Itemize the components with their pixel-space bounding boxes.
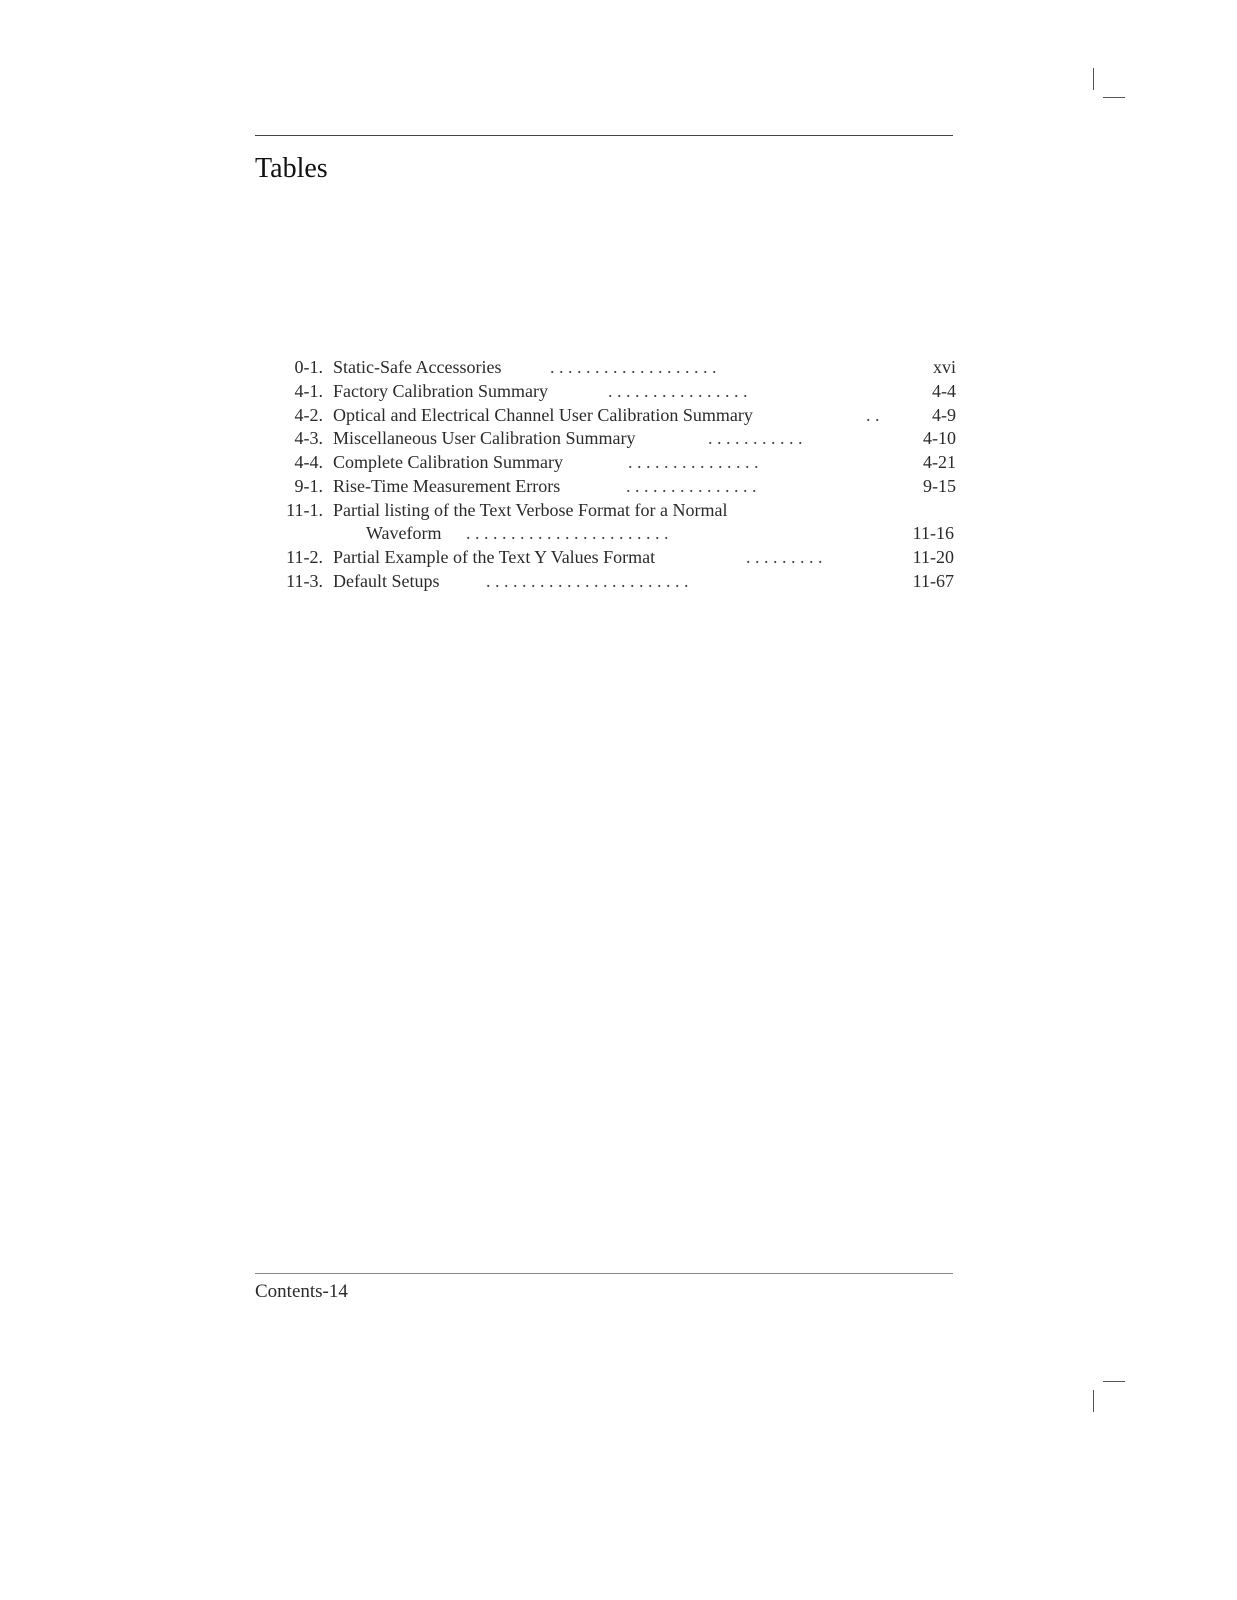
entry-title: Rise-Time Measurement Errors xyxy=(333,475,561,496)
entry-title: Partial Example of the Text Y Values Format xyxy=(333,547,656,567)
entry-number: 11-1. xyxy=(286,499,323,520)
entry-title-continuation: Waveform xyxy=(366,523,442,544)
toc-entry[interactable] xyxy=(270,380,960,404)
table-of-tables xyxy=(270,356,960,594)
entry-title: Optical and Electrical Channel User Calibration Summary xyxy=(333,404,753,425)
dot-leader: . . . . . . . . . . . . . . . . . . . . . . . xyxy=(486,570,689,591)
toc-entry[interactable] xyxy=(270,475,960,499)
crop-mark-top-right-horizontal xyxy=(1103,97,1125,98)
entry-page-number: 4-21 xyxy=(923,452,956,472)
entry-page-number: 11-67 xyxy=(912,570,954,591)
dot-leader: . . . . . . . . . . . xyxy=(708,428,803,449)
toc-entry[interactable] xyxy=(270,356,960,380)
entry-page-number: 4-9 xyxy=(932,404,956,425)
dot-leader: . . . . . . . . . . . . . . . . . . . xyxy=(550,357,717,377)
toc-entry[interactable] xyxy=(270,451,960,475)
dot-leader: . . . . . . . . . . . . . . . xyxy=(628,452,759,472)
page-number-footer: Contents-14 xyxy=(255,1281,348,1302)
entry-page-number: 9-15 xyxy=(923,475,956,496)
toc-entry[interactable] xyxy=(270,404,960,428)
dot-leader: . . . . . . . . . . . . . . . . . . . . . . . xyxy=(466,523,669,544)
toc-entry[interactable] xyxy=(270,499,960,547)
entry-title: Static-Safe Accessories xyxy=(333,357,502,377)
entry-title: Partial listing of the Text Verbose Format for a Normal xyxy=(333,499,728,520)
dot-leader: . . . . . . . . . . . . . . . xyxy=(626,475,757,496)
entry-title: Factory Calibration Summary xyxy=(333,380,548,401)
entry-number: 9-1. xyxy=(294,475,323,496)
entry-number: 11-2. xyxy=(286,547,323,567)
entry-page-number: 11-16 xyxy=(912,523,954,544)
entry-title: Complete Calibration Summary xyxy=(333,452,563,472)
page-title: Tables xyxy=(255,153,328,184)
crop-mark-bottom-right-horizontal xyxy=(1103,1381,1125,1382)
entry-page-number: 11-20 xyxy=(912,547,954,567)
entry-number: 4-3. xyxy=(294,428,323,449)
entry-page-number: xvi xyxy=(932,357,956,377)
dot-leader: . . xyxy=(866,404,880,425)
entry-number: 4-2. xyxy=(294,404,323,425)
entry-number: 0-1. xyxy=(294,357,323,377)
entry-number: 4-1. xyxy=(294,380,323,401)
toc-entry[interactable] xyxy=(270,570,960,594)
crop-mark-bottom-right-vertical xyxy=(1093,1390,1094,1412)
header-rule xyxy=(255,135,953,136)
entry-title: Default Setups xyxy=(333,570,440,591)
dot-leader: . . . . . . . . . xyxy=(746,547,823,567)
entry-page-number: 4-4 xyxy=(932,380,956,401)
footer-rule xyxy=(255,1273,953,1274)
crop-mark-top-right-vertical xyxy=(1093,68,1094,90)
toc-entry[interactable] xyxy=(270,546,960,570)
toc-entry[interactable] xyxy=(270,427,960,451)
entry-number: 11-3. xyxy=(286,570,323,591)
entry-page-number: 4-10 xyxy=(923,428,956,449)
entry-number: 4-4. xyxy=(294,452,323,472)
entry-title: Miscellaneous User Calibration Summary xyxy=(333,428,636,449)
dot-leader: . . . . . . . . . . . . . . . . xyxy=(608,380,748,401)
